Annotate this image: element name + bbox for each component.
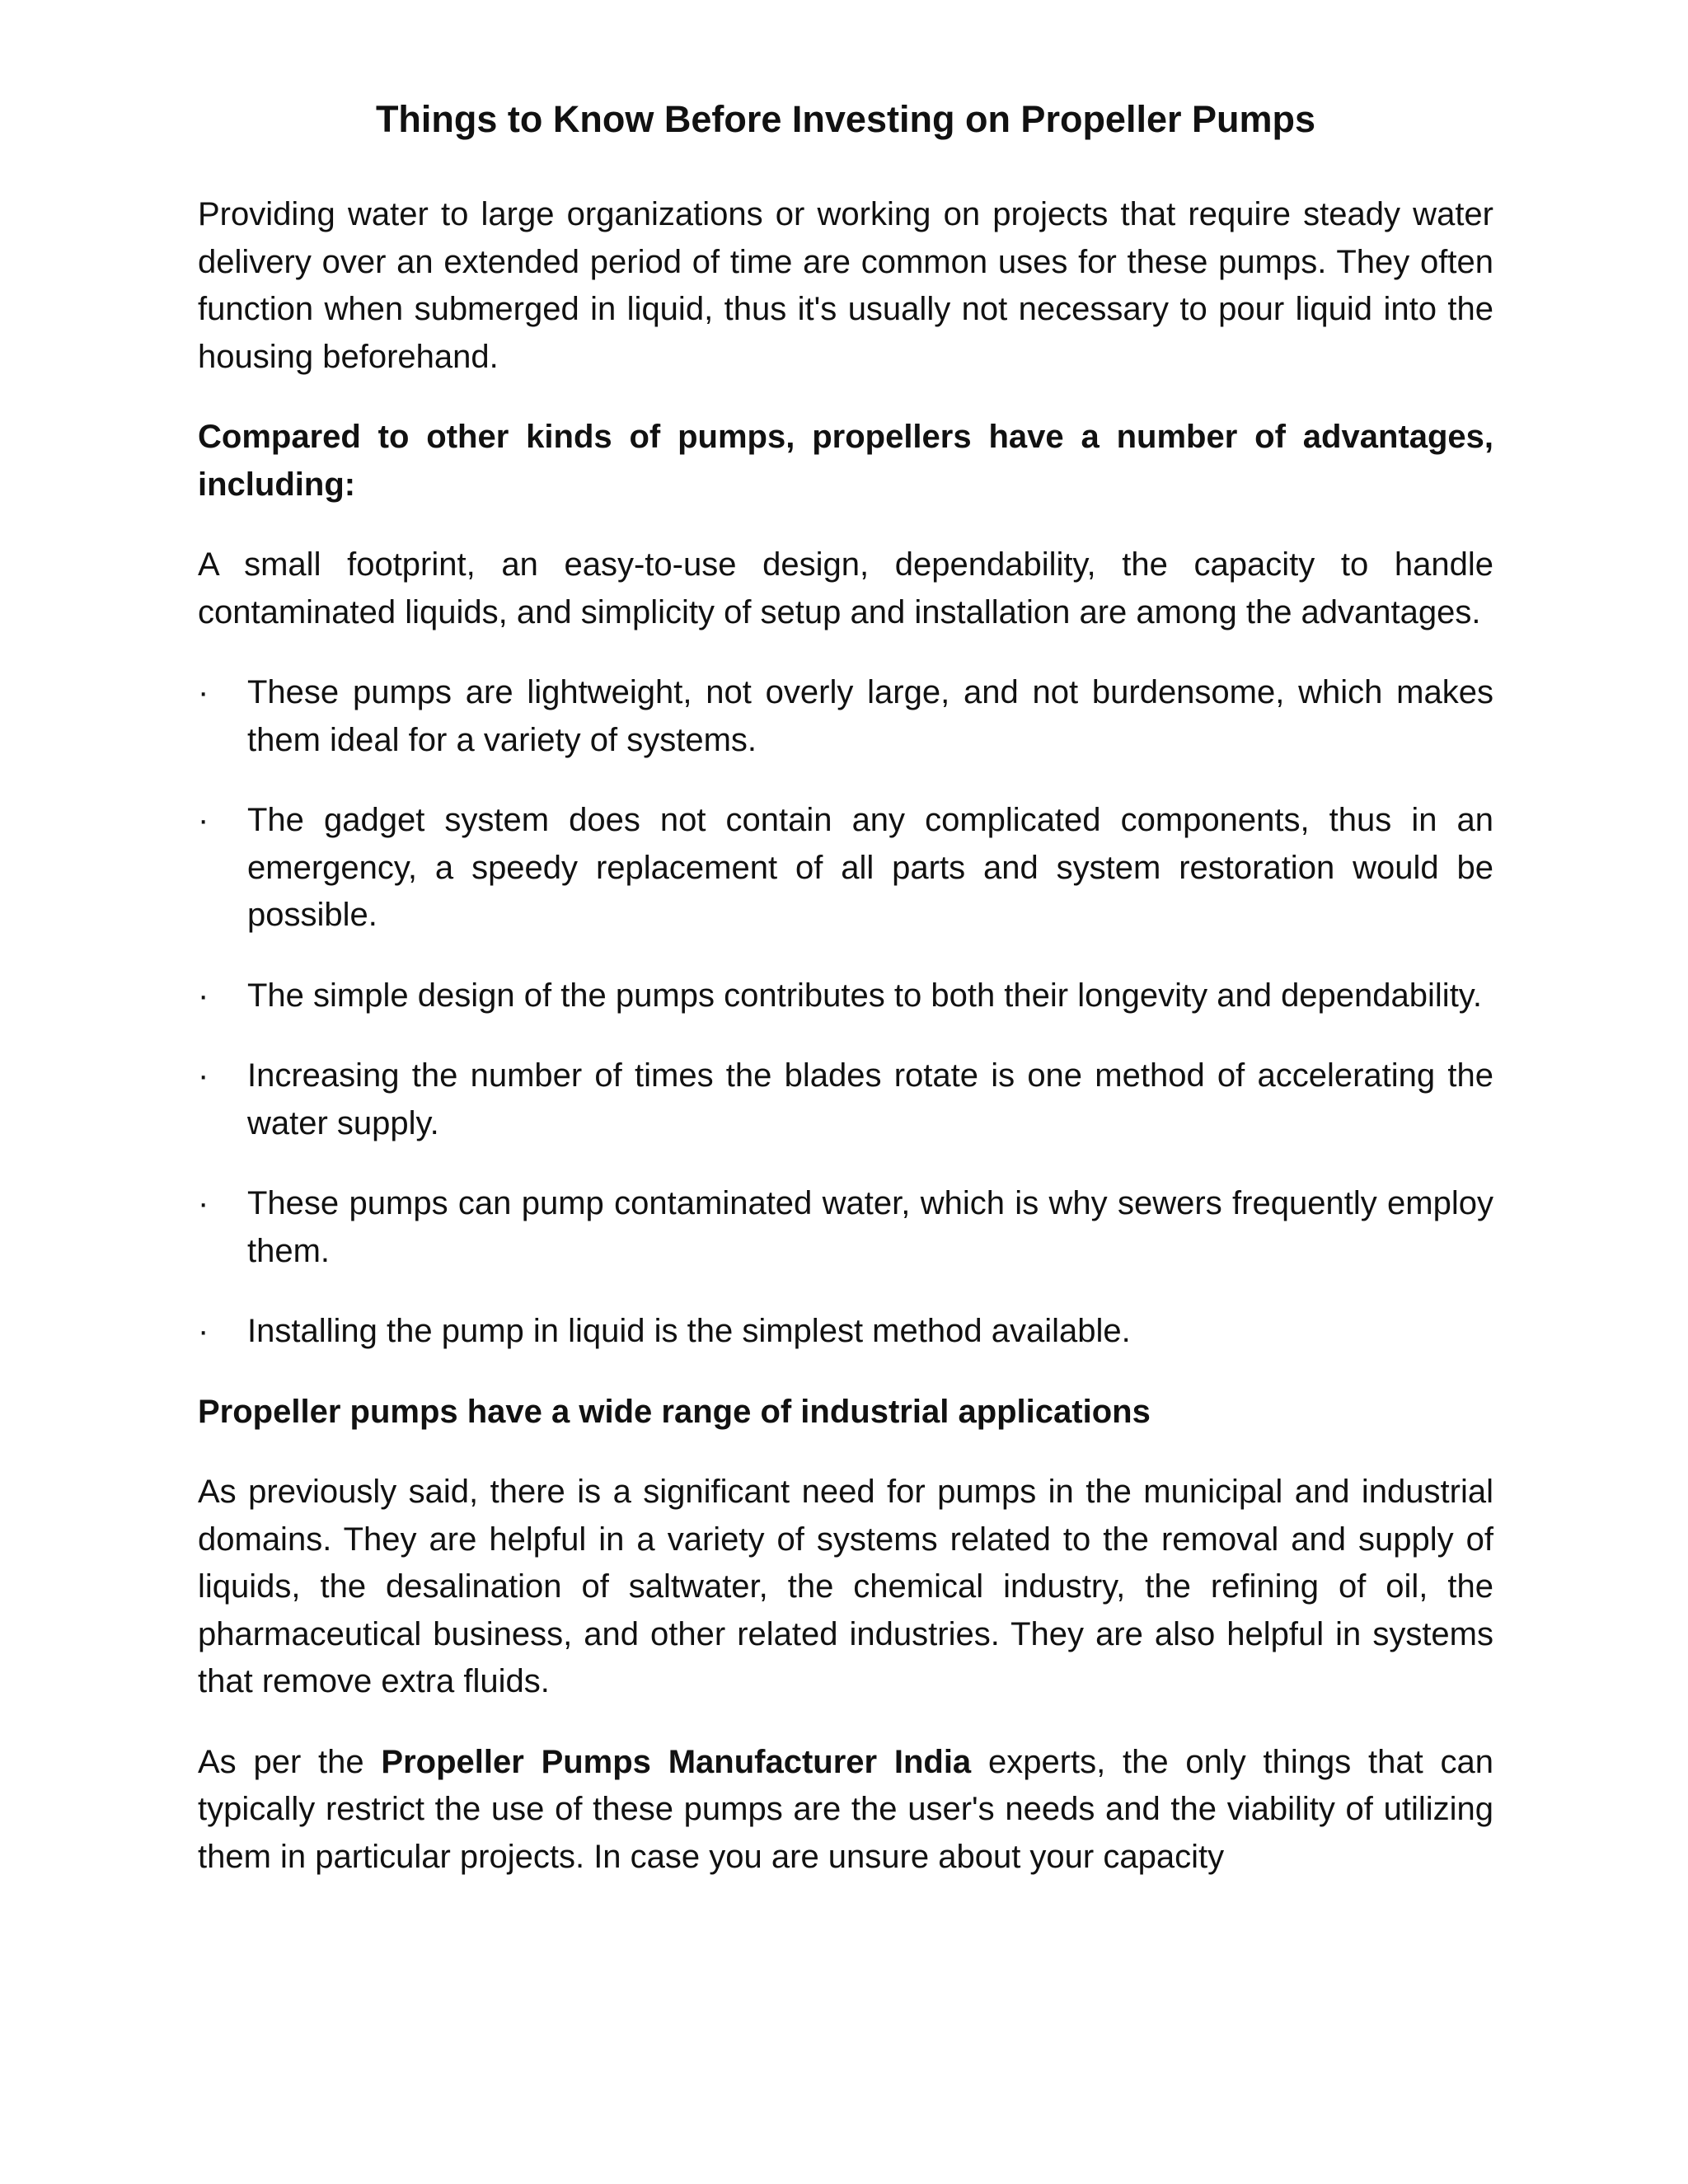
bullet-marker: · (198, 1057, 209, 1094)
bullet-text: These pumps are lightweight, not overly large, and not burdensome, which makes them ideal for a variety of systems. (247, 674, 1493, 758)
bullet-text: The simple design of the pumps contributes to both their longevity and dependability. (247, 977, 1482, 1014)
bullet-marker: · (198, 977, 209, 1014)
bullet-marker: · (198, 1313, 209, 1349)
bullet-item (198, 972, 1493, 1020)
bullet-item (198, 1180, 1493, 1275)
final-paragraph (198, 1739, 1493, 1882)
advantages-summary-paragraph: A small footprint, an easy-to-use design, dependability, the capacity to handle contaminated liquids, and simplicity of setup and installation are among the advantages. (198, 546, 1493, 630)
intro-paragraph: Providing water to large organizations or working on projects that require steady water delivery over an extended period of time are common uses for these pumps. They often function when submerged in liquid, thus it's usually not necessary to pour liquid into the housing beforehand. (198, 196, 1493, 375)
document-page (198, 95, 1493, 1914)
bullet-item (198, 797, 1493, 940)
bullet-text: Increasing the number of times the blades rotate is one method of accelerating the water supply. (247, 1057, 1493, 1141)
applications-heading: Propeller pumps have a wide range of industrial applications (198, 1393, 1151, 1430)
bullet-item (198, 669, 1493, 764)
bullet-marker: · (198, 674, 209, 710)
bullet-text: Installing the pump in liquid is the simplest method available. (247, 1313, 1131, 1349)
advantages-heading: Compared to other kinds of pumps, propellers have a number of advantages, including: (198, 419, 1493, 503)
applications-paragraph: As previously said, there is a significant need for pumps in the municipal and industrial domains. They are helpful in a variety of systems related to the removal and supply of liquids, the desalination of saltwater, the chemical industry, the refining of oil, the pharmaceutical business, and other related industries. They are also helpful in systems that remove extra fluids. (198, 1474, 1493, 1699)
manufacturer-name: Propeller Pumps Manufacturer India (381, 1743, 972, 1780)
bullet-text: The gadget system does not contain any complicated components, thus in an emergency, a speedy replacement of all parts and system restoration would be possible. (247, 802, 1493, 933)
final-paragraph-lead: As per the (198, 1743, 382, 1780)
document-title: Things to Know Before Investing on Propeller Pumps (375, 98, 1316, 140)
bullet-item (198, 1052, 1493, 1147)
bullet-marker: · (198, 802, 209, 838)
bullet-text: These pumps can pump contaminated water, which is why sewers frequently employ them. (247, 1185, 1493, 1269)
final-paragraph-rest: experts, the only things that can typically restrict the use of these pumps are the user's needs and the viability of utilizing them in particular projects. In case you are unsure about your capacity (198, 1743, 1493, 1875)
bullet-marker: · (198, 1185, 209, 1221)
bullet-item (198, 1308, 1493, 1356)
